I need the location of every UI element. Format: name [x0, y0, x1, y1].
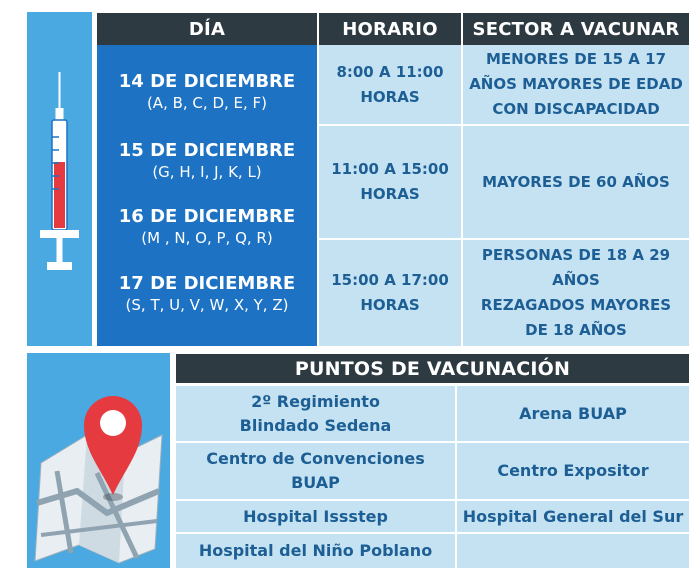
location-line: Hospital Issstep — [243, 506, 388, 526]
sector-line: AÑOS MAYORES DE EDAD — [469, 75, 683, 93]
location-item — [176, 501, 455, 532]
location-line: Hospital del Niño Poblano — [198, 541, 433, 560]
location-item — [176, 534, 455, 568]
sector-line: AÑOS — [552, 271, 600, 289]
locations-title: PUNTOS DE VACUNACIÓN — [176, 354, 689, 383]
location-item — [457, 386, 689, 441]
time-range: 11:00 A 15:00 — [331, 160, 449, 178]
location-empty-cell — [457, 534, 689, 568]
header-time: HORARIO — [319, 13, 461, 45]
day-item — [97, 140, 317, 182]
location-line: Centro Expositor — [497, 461, 649, 480]
day-date: 14 DE DICIEMBRE — [118, 71, 296, 92]
sector-cell — [463, 126, 689, 238]
sector-line: DE 18 AÑOS — [525, 321, 627, 339]
day-item — [97, 273, 317, 315]
header-day: DÍA — [97, 13, 317, 45]
location-line: 2º Regimiento — [251, 391, 380, 411]
time-unit: HORAS — [360, 185, 420, 203]
day-letters: (G, H, I, J, K, L) — [152, 163, 262, 181]
header-sector: SECTOR A VACUNAR — [463, 13, 689, 45]
location-line: Hospital General del Sur — [462, 506, 684, 526]
map-panel — [27, 353, 170, 568]
day-date: 16 DE DICIEMBRE — [118, 206, 296, 227]
day-column — [97, 45, 317, 346]
day-date: 15 DE DICIEMBRE — [118, 140, 296, 161]
location-item — [457, 443, 689, 499]
map-location-pin-icon — [27, 353, 170, 568]
time-unit: HORAS — [360, 296, 420, 314]
time-cell — [319, 126, 461, 238]
location-item — [176, 386, 455, 441]
sector-line: PERSONAS DE 18 A 29 — [481, 246, 671, 264]
time-range: 8:00 A 11:00 — [336, 62, 444, 81]
day-date: 17 DE DICIEMBRE — [118, 273, 296, 294]
day-item — [97, 206, 317, 248]
day-letters: (S, T, U, V, W, X, Y, Z) — [125, 296, 289, 314]
time-unit: HORAS — [360, 87, 420, 106]
day-letters: (A, B, C, D, E, F) — [146, 94, 268, 112]
location-line: Blindado Sedena — [239, 415, 392, 435]
sector-cell — [463, 240, 689, 346]
sector-line: MENORES DE 15 A 17 — [485, 50, 667, 68]
sector-line: REZAGADOS MAYORES — [480, 296, 672, 314]
sector-line: MAYORES DE 60 AÑOS — [482, 172, 670, 191]
sector-cell — [463, 45, 689, 124]
syringe-panel — [27, 12, 92, 346]
time-cell — [319, 45, 461, 124]
day-letters: (M , N, O, P, Q, R) — [141, 229, 273, 247]
location-item — [457, 501, 689, 532]
location-line: Centro de Convenciones — [206, 449, 425, 468]
location-item — [176, 443, 455, 499]
syringe-icon — [27, 12, 92, 346]
time-range: 15:00 A 17:00 — [331, 271, 449, 289]
sector-line: CON DISCAPACIDAD — [492, 100, 660, 118]
location-line: Arena BUAP — [519, 403, 627, 423]
location-line: BUAP — [291, 473, 340, 492]
day-item — [97, 71, 317, 113]
time-cell — [319, 240, 461, 346]
